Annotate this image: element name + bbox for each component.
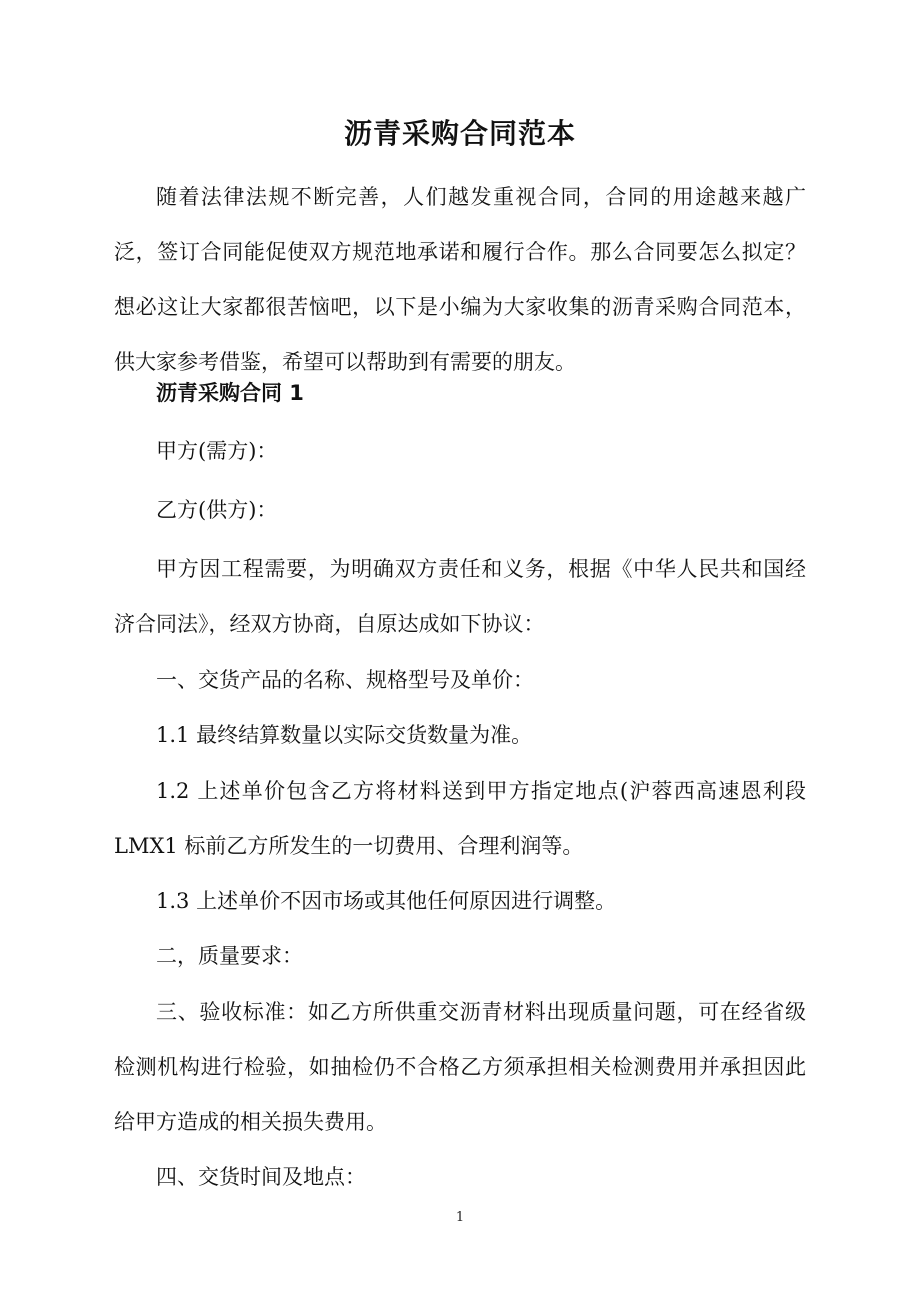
clause-1-heading: 一、交货产品的名称、规格型号及单价： [156, 668, 534, 692]
purpose-paragraph: 甲方因工程需要，为明确双方责任和义务，根据《中华人民共和国经济合同法》，经双方协商，自原达成如下协议： [114, 557, 806, 636]
page-number: 1 [455, 1210, 465, 1225]
party-a-line: 甲方(需方)： [156, 439, 278, 463]
section-heading: 沥青采购合同 1 [156, 381, 304, 405]
clause-4-heading: 四、交货时间及地点： [156, 1165, 366, 1189]
clause-1-3: 1.3 上述单价不因市场或其他任何原因进行调整。 [156, 889, 617, 913]
clause-1-1: 1.1 最终结算数量以实际交货数量为准。 [156, 723, 533, 747]
document-title: 沥青采购合同范本 [343, 117, 576, 150]
clause-2-heading: 二，质量要求： [156, 944, 303, 968]
clause-3-paragraph: 三、验收标准：如乙方所供重交沥青材料出现质量问题，可在经省级检测机构进行检验，如抽检仍不合格乙方须承担相关检测费用并承担因此给甲方造成的相关损失费用。 [114, 1000, 806, 1134]
intro-paragraph: 随着法律法规不断完善，人们越发重视合同，合同的用途越来越广泛，签订合同能促使双方规范地承诺和履行合作。那么合同要怎么拟定？想必这让大家都很苦恼吧，以下是小编为大家收集的沥青采购合同范本，供大家参考借鉴，希望可以帮助到有需要的朋友。 [114, 185, 806, 374]
clause-1-2: 1.2 上述单价包含乙方将材料送到甲方指定地点(沪蓉西高速恩利段 LMX1 标前乙方所发生的一切费用、合理利润等。 [114, 779, 806, 858]
party-b-line: 乙方(供方)： [156, 498, 278, 522]
